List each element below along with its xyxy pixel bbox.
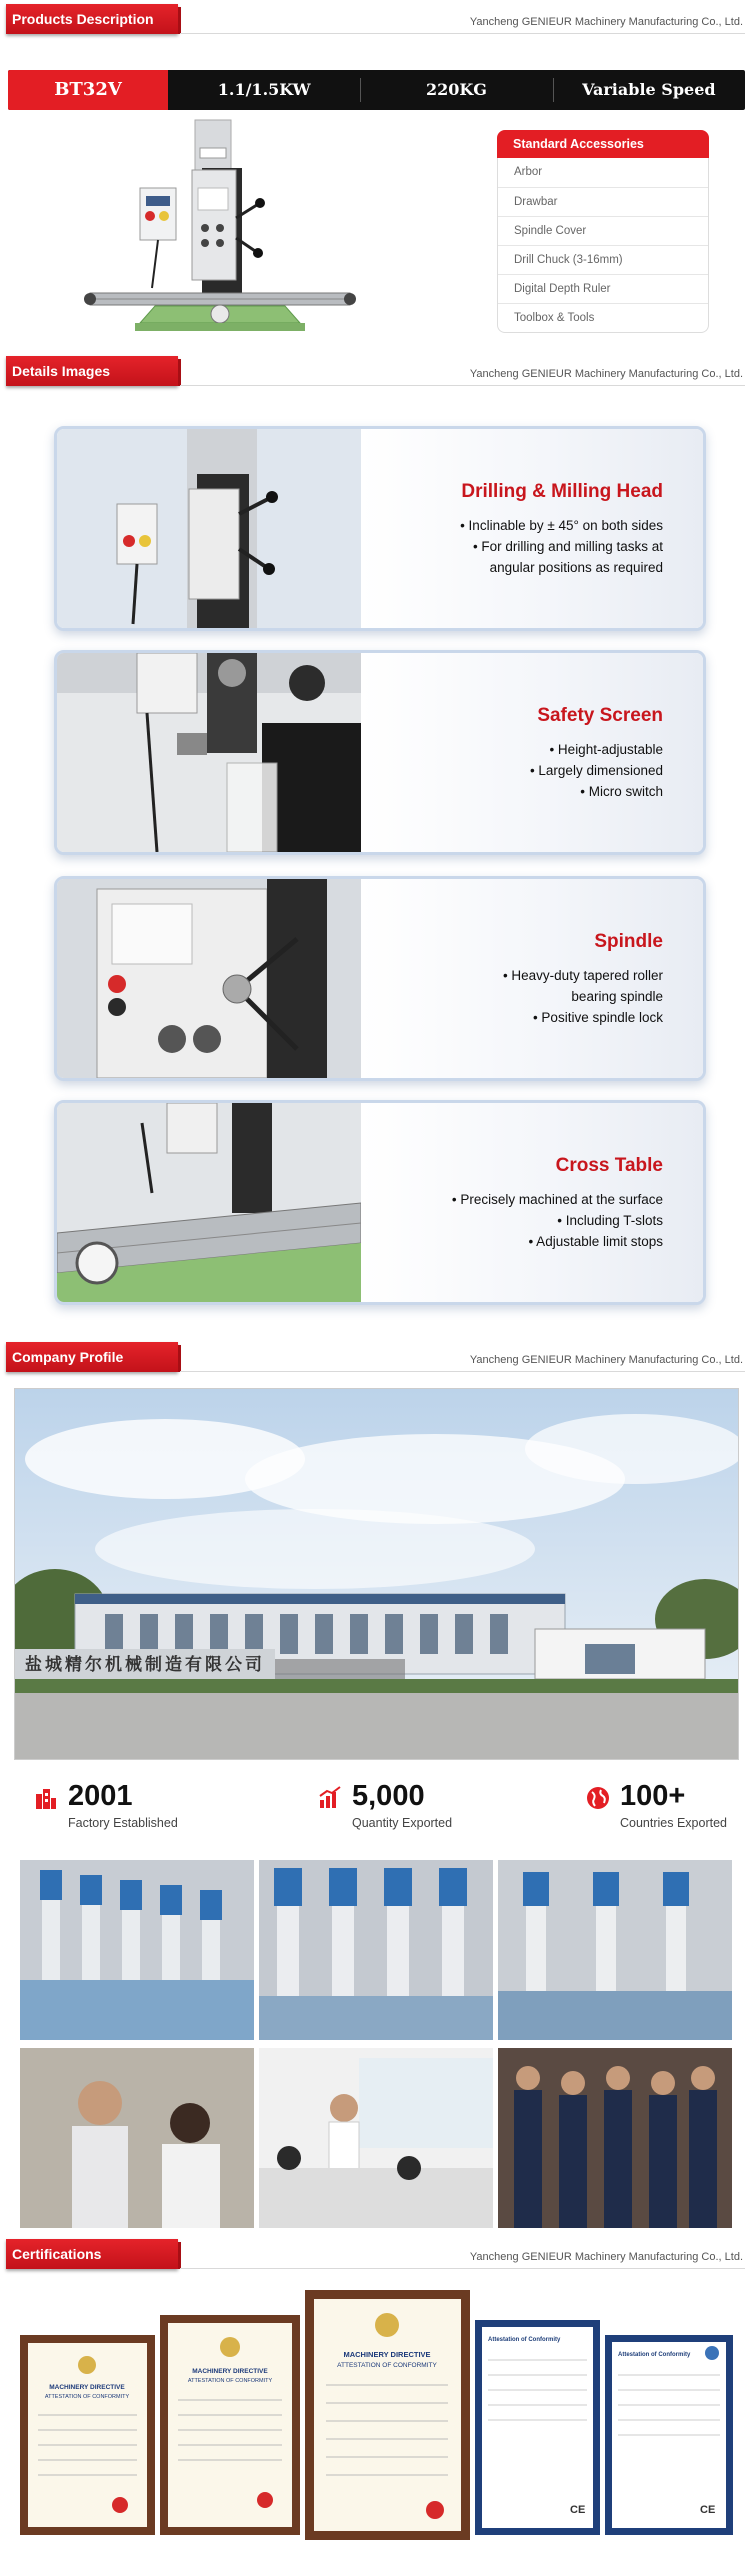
detail-card-safety bbox=[54, 650, 706, 855]
bullet-point: • Inclinable by ± 45° on both sides bbox=[460, 518, 663, 533]
workshop-photo bbox=[498, 1860, 732, 2040]
cross-table-image bbox=[57, 1103, 361, 1302]
detail-card-table bbox=[54, 1100, 706, 1305]
factory-icon bbox=[34, 1786, 58, 1810]
bullet-point: • Height-adjustable bbox=[549, 742, 663, 757]
team-photo bbox=[498, 2048, 732, 2228]
detail-title: Safety Screen bbox=[537, 705, 663, 726]
svg-text:CE: CE bbox=[700, 2504, 716, 2516]
spec-power: 1.1/1.5KW bbox=[217, 80, 311, 99]
cert-title: MACHINERY DIRECTIVE bbox=[192, 2368, 268, 2375]
stat-number: 100+ bbox=[620, 1780, 686, 1812]
cert-subtitle: ATTESTATION OF CONFORMITY bbox=[187, 2378, 273, 2384]
workshop-photo bbox=[259, 1860, 493, 2040]
cert-title: Attestation of Conformity bbox=[488, 2337, 561, 2343]
cert-title: MACHINERY DIRECTIVE bbox=[49, 2384, 125, 2391]
section-title: Certifications bbox=[6, 2239, 178, 2269]
milling-machine-image bbox=[80, 118, 360, 356]
accessory-item: Spindle Cover bbox=[498, 216, 708, 245]
exhibition-photo bbox=[20, 2048, 254, 2228]
detail-title: Spindle bbox=[594, 931, 663, 952]
stat-label: Factory Established bbox=[68, 1816, 178, 1830]
bullet-point: • Precisely machined at the surface bbox=[451, 1192, 663, 1207]
bullet-point: • Micro switch bbox=[580, 784, 663, 799]
cert-subtitle: ATTESTATION OF CONFORMITY bbox=[44, 2394, 130, 2400]
spec-speed: Variable Speed bbox=[553, 70, 745, 110]
export-chart-icon bbox=[318, 1786, 342, 1810]
detail-card-head bbox=[54, 426, 706, 631]
accessory-item: Drawbar bbox=[498, 187, 708, 216]
cert-title: Attestation of Conformity bbox=[618, 2352, 691, 2358]
section-header-profile bbox=[0, 1338, 753, 1378]
section-header-products bbox=[0, 0, 753, 40]
accessories-list bbox=[497, 158, 709, 333]
stat-number: 5,000 bbox=[352, 1780, 425, 1812]
cert-title: MACHINERY DIRECTIVE bbox=[343, 2350, 431, 2359]
globe-icon bbox=[586, 1786, 610, 1810]
detail-points bbox=[361, 1189, 663, 1252]
factory-sign: 盐城精尔机械制造有限公司 bbox=[25, 1655, 265, 1675]
detail-title: Drilling & Milling Head bbox=[461, 481, 663, 502]
company-name: Yancheng GENIEUR Machinery Manufacturing Co., Ltd. bbox=[469, 368, 743, 380]
bullet-point: • Adjustable limit stops bbox=[528, 1234, 663, 1249]
meeting-photo bbox=[259, 2048, 493, 2228]
section-header-certs bbox=[0, 2235, 753, 2275]
accessories-title: Standard Accessories bbox=[497, 130, 709, 158]
divider bbox=[180, 385, 745, 386]
detail-points bbox=[361, 965, 663, 1028]
milling-head-image bbox=[57, 429, 361, 628]
detail-card-spindle bbox=[54, 876, 706, 1081]
spec-model: BT32V bbox=[8, 70, 168, 110]
standard-accessories-panel bbox=[497, 130, 709, 333]
certificates-display bbox=[10, 2285, 743, 2545]
section-header-details bbox=[0, 352, 753, 392]
spec-bar bbox=[8, 70, 745, 110]
detail-points bbox=[361, 739, 663, 802]
cert-subtitle: ATTESTATION OF CONFORMITY bbox=[337, 2362, 437, 2369]
accessory-item: Arbor bbox=[514, 166, 543, 178]
company-gallery bbox=[20, 1860, 732, 2228]
spec-weight: 220KG bbox=[360, 70, 552, 110]
bullet-point: • Including T-slots bbox=[557, 1213, 663, 1228]
svg-text:CE: CE bbox=[570, 2504, 586, 2516]
company-name: Yancheng GENIEUR Machinery Manufacturing Co., Ltd. bbox=[469, 2251, 743, 2263]
stat-label: Countries Exported bbox=[620, 1816, 728, 1830]
divider bbox=[180, 2268, 745, 2269]
company-name: Yancheng GENIEUR Machinery Manufacturing Co., Ltd. bbox=[469, 16, 743, 28]
accessory-item: Toolbox & Tools bbox=[498, 303, 708, 332]
safety-screen-image bbox=[57, 653, 361, 852]
detail-title: Cross Table bbox=[555, 1155, 663, 1176]
bullet-point: • Heavy-duty tapered roller bearing spindle bbox=[502, 968, 663, 1004]
detail-text bbox=[361, 879, 703, 1078]
bullet-point: • Largely dimensioned bbox=[529, 763, 663, 778]
detail-text bbox=[361, 1103, 703, 1302]
company-name: Yancheng GENIEUR Machinery Manufacturing Co., Ltd. bbox=[469, 1354, 743, 1366]
section-title: Details Images bbox=[6, 356, 178, 386]
divider bbox=[180, 1371, 745, 1372]
workshop-photo bbox=[20, 1860, 254, 2040]
stat-number: 2001 bbox=[68, 1780, 133, 1812]
bullet-point: • Positive spindle lock bbox=[532, 1010, 663, 1025]
section-title: Company Profile bbox=[6, 1342, 178, 1372]
accessory-item: Digital Depth Ruler bbox=[498, 274, 708, 303]
company-stats bbox=[0, 1780, 753, 1850]
factory-photo bbox=[14, 1388, 739, 1760]
divider bbox=[180, 33, 745, 34]
spindle-image bbox=[57, 879, 361, 1078]
section-title: Products Description bbox=[6, 4, 178, 34]
detail-points bbox=[361, 515, 663, 578]
bullet-point: • For drilling and milling tasks at angular positions as required bbox=[472, 539, 663, 575]
detail-text bbox=[361, 653, 703, 852]
accessory-item: Drill Chuck (3-16mm) bbox=[498, 245, 708, 274]
stat-label: Quantity Exported bbox=[352, 1816, 453, 1830]
detail-text bbox=[361, 429, 703, 628]
